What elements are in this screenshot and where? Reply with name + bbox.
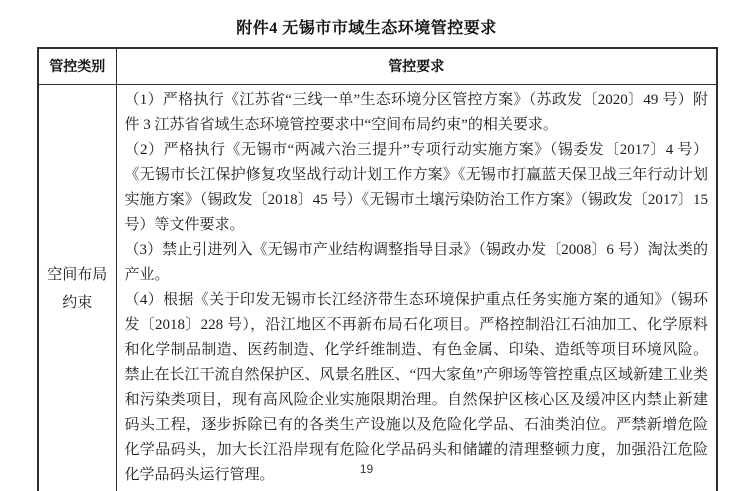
requirements-cell [116, 84, 717, 491]
table-row [38, 84, 717, 491]
page-title: 附件4 无锡市市域生态环境管控要求 [236, 20, 497, 37]
table-header-row [38, 48, 717, 84]
requirement-item-4: （4）根据《关于印发无锡市长江经济带生态环境保护重点任务实施方案的通知》（锡环发〔2018〕228 号），沿江地区不再新布局石化项目。严格控制沿江石油加工、化学原料和化学制品制造、医药制造、化学纤维制造、有色金属、印染、造纸等项目环境风险。禁止在长江干流自然保护区、风景名胜区、“四大家鱼”产卵场等管控重点区域新建工业类和污染类项目，现有高风险企业实施限期治理。自然保护区核心区及缓冲区内禁止新建码头工程，逐步拆除已有的各类生产设施以及危险化学品、石油类泊位。严禁新增危险化学品码头，加大长江沿岸现有危险化学品码头和储罐的清理整顿力度，加强沿江危险化学品码头运行管理。 [124, 291, 708, 483]
requirement-item-1: （1）严格执行《江苏省“三线一单”生态环境分区管控方案》（苏政发〔2020〕49 号）附件 3 江苏省省域生态环境管控要求中“空间布局约束”的相关要求。 [124, 91, 708, 133]
column-header-category: 管控类别 [38, 48, 116, 84]
requirement-item-3: （3）禁止引进列入《无锡市产业结构调整指导目录》（锡政办发〔2008〕6 号）淘汰类的产业。 [124, 241, 708, 283]
column-header-requirements: 管控要求 [116, 48, 717, 84]
requirement-item-2: （2）严格执行《无锡市“两减六治三提升”专项行动实施方案》（锡委发〔2017〕4 号）《无锡市长江保护修复攻坚战行动计划工作方案》《无锡市打赢蓝天保卫战三年行动计划实施方案》（锡政发〔2018〕45 号）《无锡市土壤污染防治工作方案》（锡政发〔2017〕15 号）等文件要求。 [124, 141, 708, 233]
control-requirements-table [37, 47, 718, 491]
page-number: 19 [359, 462, 374, 476]
category-cell: 空间布局约束 [38, 84, 116, 491]
